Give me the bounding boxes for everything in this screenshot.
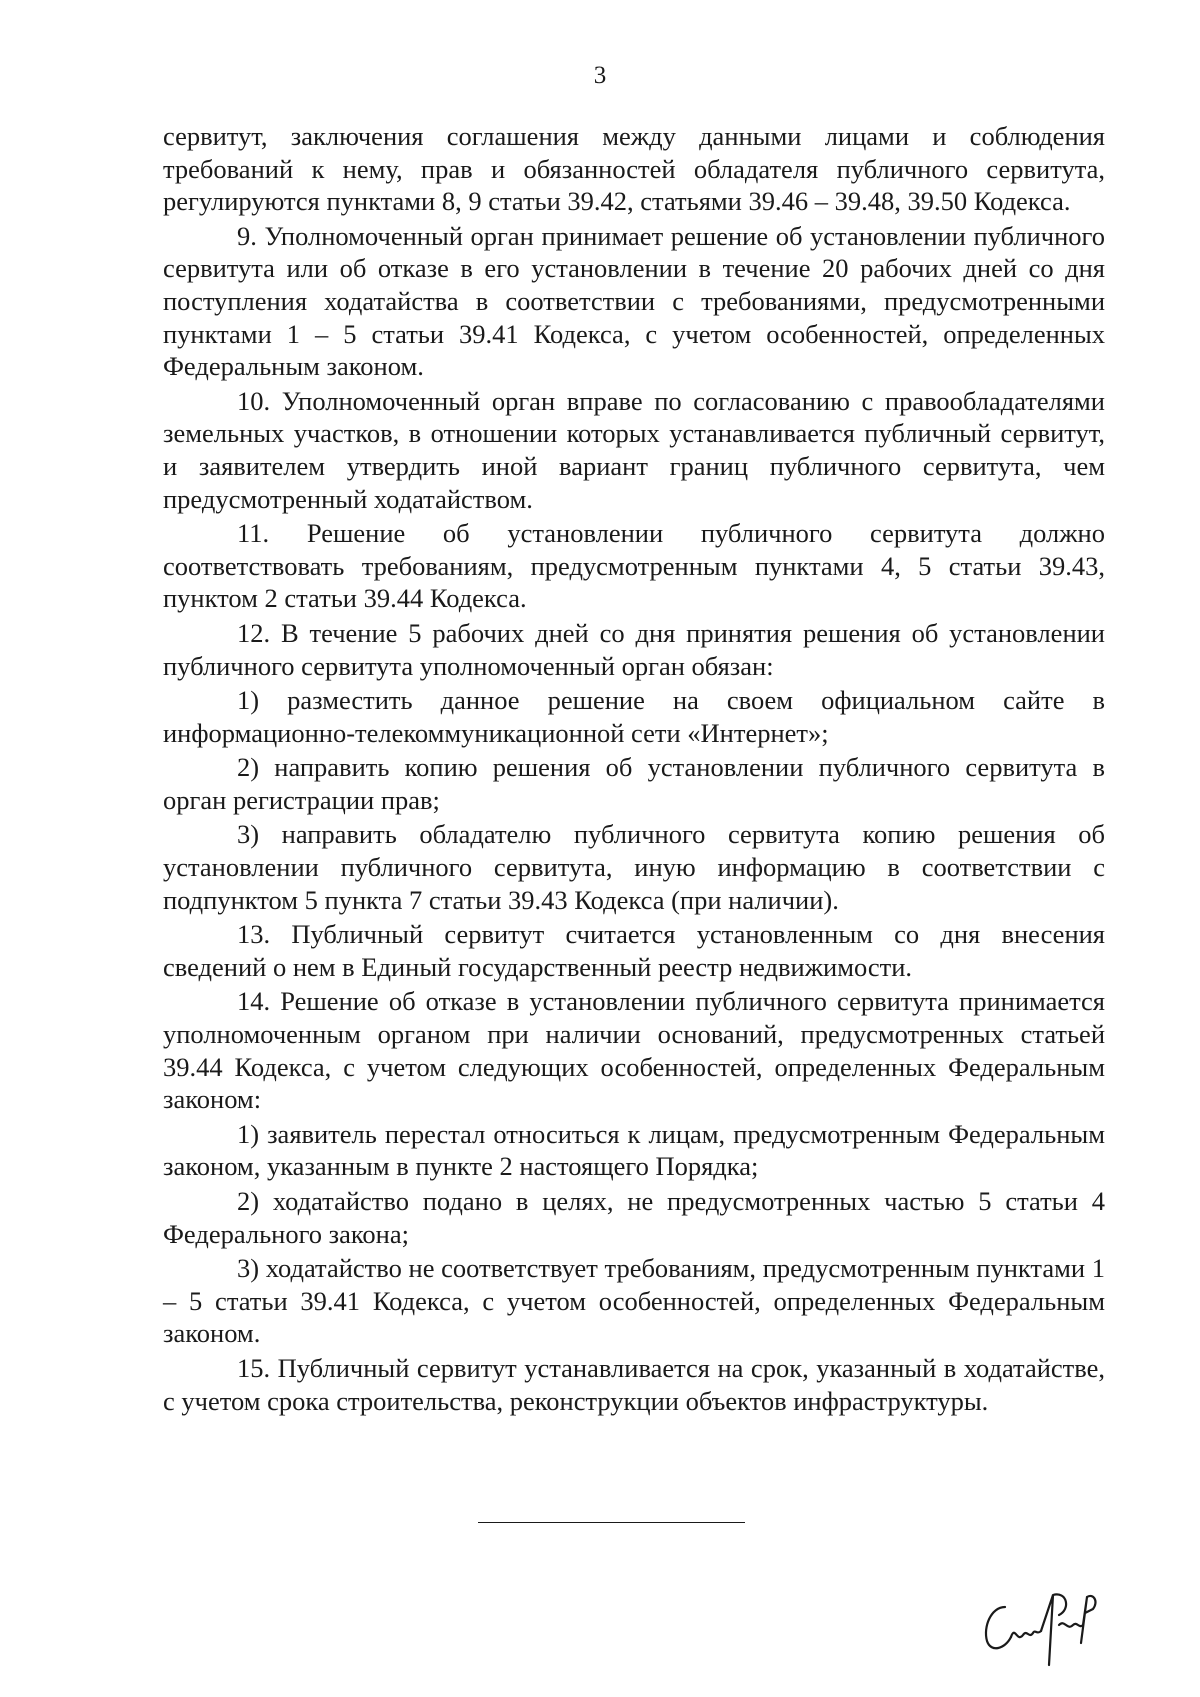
paragraph-13: 13. Публичный сервитут считается установленным со дня внесения сведений о нем в Единый государственный реестр недвижимости. (163, 919, 1105, 982)
paragraph-11: 11. Решение об установлении публичного сервитута должно соответствовать требованиям, предусмотренным пунктами 4, 5 статьи 39.43, пунктом 2 статьи 39.44 Кодекса. (163, 518, 1105, 614)
paragraph-12-item-3: 3) направить обладателю публичного сервитута копию решения об установлении публичного сервитута, иную информацию в соответствии с подпунктом 5 пункта 7 статьи 39.43 Кодекса (при наличии). (163, 819, 1105, 915)
paragraph-continuation: сервитут, заключения соглашения между данными лицами и соблюдения требований к нему, прав и обязанностей обладателя публичного сервитута, регулируются пунктами 8, 9 статьи 39.42, статьями 39.46 – 39.48, 39.50 Кодекса. (163, 121, 1105, 217)
paragraph-10: 10. Уполномоченный орган вправе по согласованию с правообладателями земельных участков, в отношении которых устанавливается публичный сервитут, и заявителем утвердить иной вариант границ публичного сервитута, чем предусмотренный ходатайством. (163, 385, 1105, 514)
document-body (163, 120, 1105, 1419)
paragraph-15: 15. Публичный сервитут устанавливается на срок, указанный в ходатайстве, с учетом срока строительства, реконструкции объектов инфраструктуры. (163, 1352, 1105, 1416)
paragraph-14-item-2: 2) ходатайство подано в целях, не предусмотренных частью 5 статьи 4 Федерального закона; (163, 1186, 1105, 1249)
handwritten-signature (975, 1585, 1105, 1670)
paragraph-9: 9. Уполномоченный орган принимает решение об установлении публичного сервитута или об отказе в его установлении в течение 20 рабочих дней со дня поступления ходатайства в соответствии с требованиями, предусмотренными пунктами 1 – 5 статьи 39.41 Кодекса, с учетом особенностей, определенных Федеральным законом. (163, 220, 1105, 382)
paragraph-14-item-3: 3) ходатайство не соответствует требованиям, предусмотренным пунктами 1 – 5 статьи 39.41 Кодекса, с учетом особенностей, определенных Федеральным законом. (163, 1253, 1105, 1349)
paragraph-12: 12. В течение 5 рабочих дней со дня принятия решения об установлении публичного сервитута уполномоченный орган обязан: (163, 617, 1105, 681)
end-of-document-rule (478, 1522, 745, 1523)
paragraph-14: 14. Решение об отказе в установлении публичного сервитута принимается уполномоченным органом при наличии оснований, предусмотренных статьей 39.44 Кодекса, с учетом следующих особенностей, определенных Федеральным законом: (163, 986, 1105, 1115)
paragraph-12-item-1: 1) разместить данное решение на своем официальном сайте в информационно-телекоммуникационной сети «Интернет»; (163, 685, 1105, 748)
paragraph-14-item-1: 1) заявитель перестал относиться к лицам, предусмотренным Федеральным законом, указанным в пункте 2 настоящего Порядка; (163, 1118, 1105, 1182)
paragraph-12-item-2: 2) направить копию решения об установлении публичного сервитута в орган регистрации прав; (163, 752, 1105, 815)
page-number: 3 (593, 62, 607, 89)
